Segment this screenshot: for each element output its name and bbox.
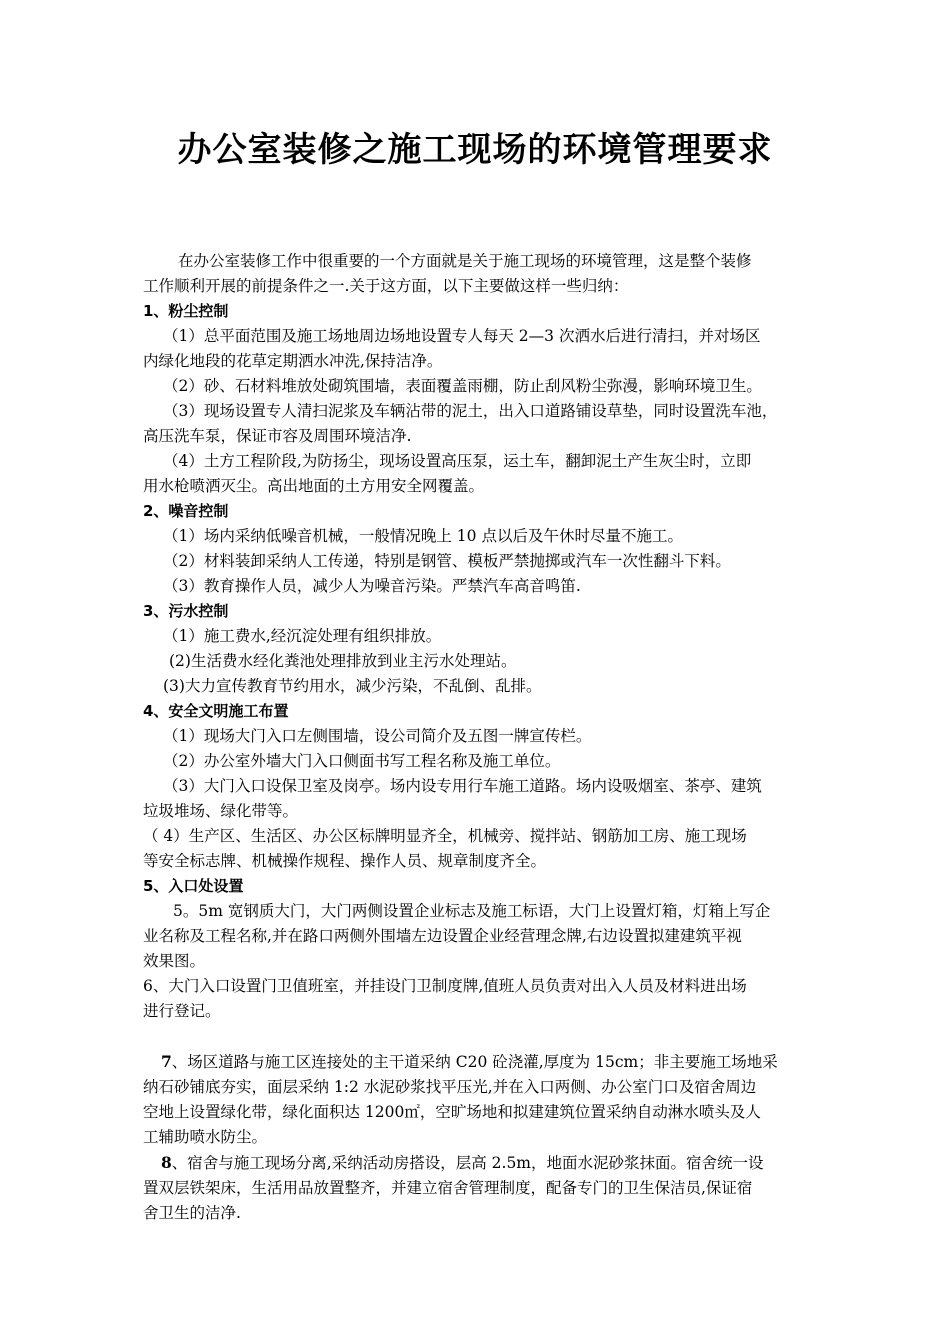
paragraph-line: 用水枪喷洒灭尘。高出地面的土方用安全网覆盖。 (143, 477, 485, 495)
paragraph-line: （4）土方工程阶段,为防扬尘，现场设置高压泵，运土车，翻卸泥土产生灰尘时，立即 (163, 452, 752, 470)
paragraph-line: （1）施工费水,经沉淀处理有组织排放。 (163, 627, 442, 645)
paragraph-line: 工作顺利开展的前提条件之一.关于这方面，以下主要做这样一些归纳： (143, 277, 629, 295)
section-heading: 1、粉尘控制 (143, 302, 229, 320)
paragraph-line: （1）现场大门入口左侧围墙，设公司简介及五图一牌宣传栏。 (163, 727, 592, 745)
blank-line (143, 1024, 811, 1049)
paragraph-line: (2)生活费水经化粪池处理排放到业主污水处理站。 (169, 652, 517, 670)
section-heading: 5、入口处设置 (143, 877, 244, 895)
paragraph-line: 5。5m 宽钢质大门，大门两侧设置企业标志及施工标语，大门上设置灯箱，灯箱上写企 (173, 902, 771, 920)
paragraph-line: 等安全标志牌、机械操作规程、操作人员、规章制度齐全。 (143, 852, 547, 870)
section-heading: 2、噪音控制 (143, 502, 229, 520)
paragraph-line: （1）场内采纳低噪音机械，一般情况晚上 10 点以后及午休时尽量不施工。 (163, 527, 683, 545)
paragraph-line: 内绿化地段的花草定期洒水冲洗,保持洁净。 (143, 352, 443, 370)
item-number: 7 (161, 1052, 172, 1071)
section-heading: 4、安全文明施工布置 (143, 702, 289, 720)
paragraph-line: （ 4）生产区、生活区、办公区标牌明显齐全，机械旁、搅拌站、钢筋加工房、施工现场 (143, 827, 747, 845)
paragraph-line: 置双层铁架床，生活用品放置整齐，并建立宿舍管理制度，配备专门的卫生保洁员,保证宿 (143, 1179, 753, 1197)
paragraph-line: 高压洗车泵，保证市容及周围环境洁净. (143, 427, 412, 445)
paragraph-line (143, 1049, 811, 1075)
paragraph-line: 效果图。 (143, 952, 206, 970)
section-heading: 3、污水控制 (143, 602, 229, 620)
paragraph-line: （3）教育操作人员，减少人为噪音污染。严禁汽车高音鸣笛. (163, 577, 581, 595)
paragraph-line: （2）材料装卸采纳人工传递，特别是钢管、模板严禁抛掷或汽车一次性翻斗下料。 (163, 552, 731, 570)
paragraph-line: 空地上设置绿化带，绿化面积达 1200㎡，空旷场地和拟建建筑位置采纳自动淋水喷头及人 (143, 1103, 761, 1121)
paragraph-line: （3）大门入口设保卫室及岗亭。场内设专用行车施工道路。场内设吸烟室、茶亭、建筑 (163, 777, 762, 795)
paragraph-line: （2）砂、石材料堆放处砌筑围墙，表面覆盖雨棚，防止刮风粉尘弥漫，影响环境卫生。 (163, 377, 762, 395)
paragraph-line: 垃圾堆场、绿化带等。 (143, 802, 299, 820)
paragraph-line: 工辅助喷水防尘。 (143, 1128, 268, 1146)
paragraph-line: 进行登记。 (143, 1002, 221, 1020)
paragraph-line: （1）总平面范围及施工场地周边场地设置专人每天 2—3 次洒水后进行清扫，并对场区 (163, 327, 761, 345)
paragraph-line: 舍卫生的洁净. (143, 1204, 241, 1222)
paragraph-line: 业名称及工程名称,并在路口两侧外围墙左边设置企业经营理念牌,右边设置拟建建筑平视 (143, 927, 742, 945)
paragraph-line: （2）办公室外墙大门入口侧面书写工程名称及施工单位。 (163, 752, 561, 770)
paragraph-text: 、场区道路与施工区连接处的主干道采纳 C20 砼浇灌,厚度为 15cm；非主要施工场地采 (171, 1053, 778, 1071)
paragraph-line: 6、大门入口设置门卫值班室，并挂设门卫制度牌,值班人员负责对出入人员及材料进出场 (143, 977, 747, 995)
paragraph-line: (3)大力宣传教育节约用水，减少污染，不乱倒、乱排。 (163, 677, 542, 695)
paragraph-line: 在办公室装修工作中很重要的一个方面就是关于施工现场的环境管理，这是整个装修 (178, 252, 752, 270)
paragraph-text: 、宿舍与施工现场分离,采纳活动房搭设，层高 2.5m，地面水泥砂浆抹面。宿舍统一设 (171, 1154, 764, 1172)
document-title: 办公室装修之施工现场的环境管理要求 (177, 130, 773, 170)
paragraph-line (143, 1150, 811, 1176)
document-body (143, 249, 811, 1226)
paragraph-line: （3）现场设置专人清扫泥浆及车辆沾带的泥土，出入口道路铺设草垫，同时设置洗车池， (163, 402, 778, 420)
item-number: 8 (161, 1153, 172, 1172)
paragraph-line: 纳石砂铺底夯实，面层采纳 1:2 水泥砂浆找平压光,并在入口两侧、办公室门口及宿舍周边 (143, 1078, 757, 1096)
